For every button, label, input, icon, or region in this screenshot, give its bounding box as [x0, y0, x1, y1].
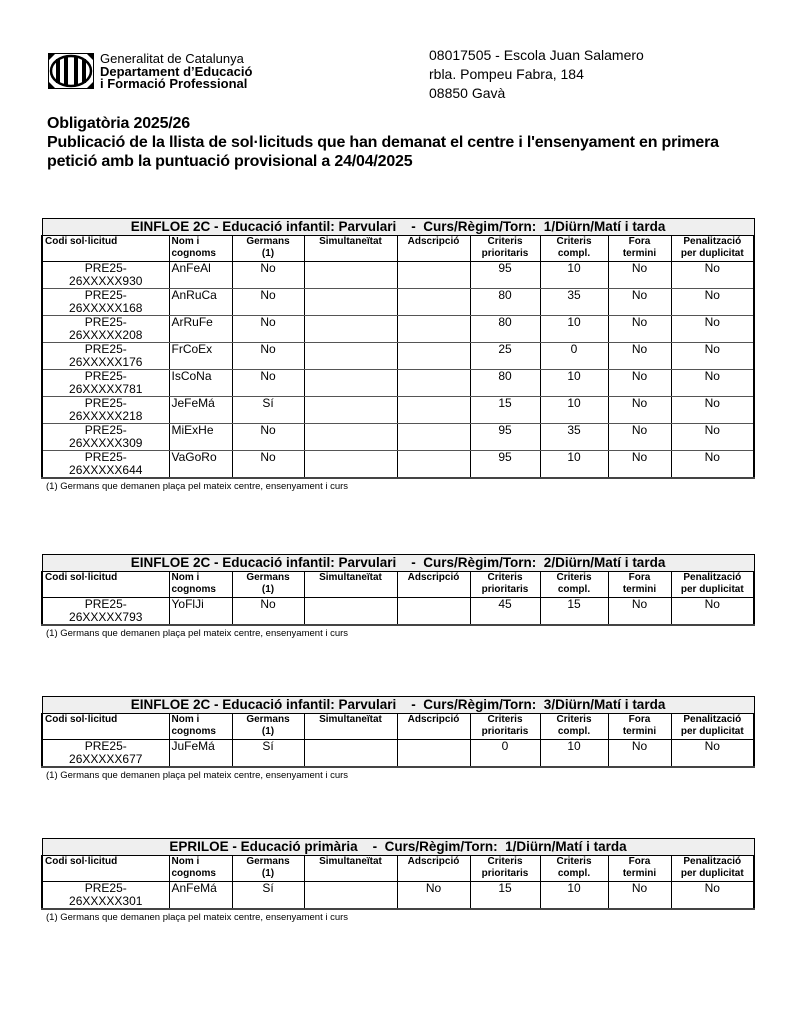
- cell-simultaneitat: [304, 343, 397, 370]
- col-compl: Criteris compl.: [540, 572, 608, 598]
- cell-name: YoFlJi: [169, 598, 232, 626]
- cell-compl: 10: [540, 451, 608, 479]
- cell-simultaneitat: [304, 451, 397, 479]
- cell-simultaneitat: [304, 598, 397, 626]
- col-prioritaris: Criteris prioritaris: [470, 856, 540, 882]
- cell-fora: No: [608, 289, 671, 316]
- footnote: (1) Germans que demanen plaça pel mateix centre, ensenyament i curs: [46, 481, 349, 492]
- cell-germans: No: [232, 598, 304, 626]
- cell-code: PRE25- 26XXXXX644: [42, 451, 169, 479]
- org-line-1: Generalitat de Catalunya: [100, 51, 244, 66]
- cell-adscripcio: [397, 598, 470, 626]
- cell-adscripcio: [397, 424, 470, 451]
- cell-adscripcio: [397, 289, 470, 316]
- applications-table: [41, 218, 755, 479]
- school-city: 08850 Gavà: [429, 85, 506, 101]
- cell-name: JeFeMá: [169, 397, 232, 424]
- cell-fora: No: [608, 882, 671, 910]
- cell-prioritaris: 0: [470, 740, 540, 768]
- org-line-3: i Formació Professional: [100, 76, 248, 91]
- cell-name: AnFeMá: [169, 882, 232, 910]
- col-adscripcio: Adscripció: [397, 572, 470, 598]
- col-fora: Fora termini: [608, 714, 671, 740]
- title-description: Publicació de la llista de sol·licituds que han demanat el centre i l'ensenyament en primera: [47, 134, 719, 151]
- cell-fora: No: [608, 343, 671, 370]
- col-codi: Codi sol·licitud: [42, 856, 169, 882]
- school-name: 08017505 - Escola Juan Salamero: [429, 47, 644, 63]
- cell-code: PRE25- 26XXXXX218: [42, 397, 169, 424]
- col-simultaneitat: Simultaneïtat: [304, 572, 397, 598]
- cell-adscripcio: [397, 262, 470, 289]
- cell-adscripcio: [397, 343, 470, 370]
- cell-compl: 15: [540, 598, 608, 626]
- cell-name: FrCoEx: [169, 343, 232, 370]
- cell-code: PRE25- 26XXXXX309: [42, 424, 169, 451]
- cell-penalitzacio: No: [671, 397, 754, 424]
- school-address: rbla. Pompeu Fabra, 184: [429, 66, 584, 82]
- footnote: (1) Germans que demanen plaça pel mateix centre, ensenyament i curs: [46, 770, 349, 781]
- cell-prioritaris: 45: [470, 598, 540, 626]
- table-row: [42, 289, 754, 316]
- cell-code: PRE25- 26XXXXX176: [42, 343, 169, 370]
- cell-prioritaris: 80: [470, 370, 540, 397]
- applications-table: [41, 696, 755, 768]
- col-compl: Criteris compl.: [540, 856, 608, 882]
- col-adscripcio: Adscripció: [397, 714, 470, 740]
- col-compl: Criteris compl.: [540, 714, 608, 740]
- cell-germans: No: [232, 316, 304, 343]
- col-germans: Germans (1): [232, 236, 304, 262]
- table-row: [42, 598, 754, 626]
- cell-name: AnRuCa: [169, 289, 232, 316]
- cell-prioritaris: 95: [470, 262, 540, 289]
- col-adscripcio: Adscripció: [397, 236, 470, 262]
- section-heading: EINFLOE 2C - Educació infantil: Parvulari - Curs/Règim/Torn: 1/Diürn/Matí i tarda: [42, 219, 754, 236]
- section-einfloe-3: [41, 696, 753, 781]
- cell-adscripcio: No: [397, 882, 470, 910]
- cell-germans: No: [232, 370, 304, 397]
- section-heading: EPRILOE - Educació primària - Curs/Règim/Torn: 1/Diürn/Matí i tarda: [42, 839, 754, 856]
- generalitat-emblem-icon: [48, 53, 94, 89]
- applications-table: [41, 838, 755, 910]
- cell-compl: 10: [540, 316, 608, 343]
- col-codi: Codi sol·licitud: [42, 236, 169, 262]
- cell-name: AnFeAl: [169, 262, 232, 289]
- col-prioritaris: Criteris prioritaris: [470, 236, 540, 262]
- applications-table: [41, 554, 755, 626]
- org-line-2: Departament d’Educació: [100, 63, 253, 79]
- cell-simultaneitat: [304, 882, 397, 910]
- cell-simultaneitat: [304, 262, 397, 289]
- title-description-cont: petició amb la puntuació provisional a 24/04/2025: [47, 153, 413, 170]
- cell-code: PRE25- 26XXXXX301: [42, 882, 169, 910]
- col-germans: Germans (1): [232, 714, 304, 740]
- cell-code: PRE25- 26XXXXX168: [42, 289, 169, 316]
- col-fora: Fora termini: [608, 236, 671, 262]
- cell-germans: Sí: [232, 397, 304, 424]
- cell-compl: 10: [540, 262, 608, 289]
- cell-code: PRE25- 26XXXXX930: [42, 262, 169, 289]
- cell-adscripcio: [397, 316, 470, 343]
- cell-compl: 10: [540, 740, 608, 768]
- cell-penalitzacio: No: [671, 424, 754, 451]
- cell-penalitzacio: No: [671, 370, 754, 397]
- cell-prioritaris: 15: [470, 882, 540, 910]
- cell-germans: No: [232, 262, 304, 289]
- cell-penalitzacio: No: [671, 451, 754, 479]
- cell-germans: Sí: [232, 882, 304, 910]
- cell-germans: No: [232, 424, 304, 451]
- cell-name: IsCoNa: [169, 370, 232, 397]
- col-simultaneitat: Simultaneïtat: [304, 714, 397, 740]
- cell-fora: No: [608, 370, 671, 397]
- table-row: [42, 316, 754, 343]
- col-simultaneitat: Simultaneïtat: [304, 856, 397, 882]
- col-adscripcio: Adscripció: [397, 856, 470, 882]
- cell-penalitzacio: No: [671, 316, 754, 343]
- cell-prioritaris: 80: [470, 289, 540, 316]
- section-heading: EINFLOE 2C - Educació infantil: Parvulari - Curs/Règim/Torn: 2/Diürn/Matí i tarda: [42, 555, 754, 572]
- col-germans: Germans (1): [232, 856, 304, 882]
- table-row: [42, 451, 754, 479]
- cell-prioritaris: 80: [470, 316, 540, 343]
- col-fora: Fora termini: [608, 856, 671, 882]
- cell-simultaneitat: [304, 740, 397, 768]
- col-compl: Criteris compl.: [540, 236, 608, 262]
- cell-penalitzacio: No: [671, 740, 754, 768]
- cell-fora: No: [608, 598, 671, 626]
- cell-compl: 0: [540, 343, 608, 370]
- table-row: [42, 740, 754, 768]
- col-codi: Codi sol·licitud: [42, 714, 169, 740]
- section-einfloe-2: [41, 554, 753, 639]
- col-nom: Nom i cognoms: [169, 572, 232, 598]
- col-nom: Nom i cognoms: [169, 856, 232, 882]
- organization-name: [100, 53, 252, 91]
- cell-prioritaris: 25: [470, 343, 540, 370]
- cell-fora: No: [608, 262, 671, 289]
- cell-prioritaris: 95: [470, 424, 540, 451]
- cell-simultaneitat: [304, 289, 397, 316]
- table-row: [42, 370, 754, 397]
- cell-prioritaris: 15: [470, 397, 540, 424]
- cell-fora: No: [608, 316, 671, 343]
- col-germans: Germans (1): [232, 572, 304, 598]
- col-penalitzacio: Penalització per duplicitat: [671, 856, 754, 882]
- table-row: [42, 343, 754, 370]
- cell-adscripcio: [397, 397, 470, 424]
- cell-adscripcio: [397, 451, 470, 479]
- cell-prioritaris: 95: [470, 451, 540, 479]
- cell-name: ArRuFe: [169, 316, 232, 343]
- cell-fora: No: [608, 397, 671, 424]
- cell-germans: No: [232, 451, 304, 479]
- col-penalitzacio: Penalització per duplicitat: [671, 236, 754, 262]
- col-prioritaris: Criteris prioritaris: [470, 714, 540, 740]
- cell-compl: 10: [540, 370, 608, 397]
- cell-adscripcio: [397, 370, 470, 397]
- section-epriloe-1: [41, 838, 753, 923]
- cell-name: MiExHe: [169, 424, 232, 451]
- table-row: [42, 262, 754, 289]
- cell-simultaneitat: [304, 316, 397, 343]
- table-row: [42, 424, 754, 451]
- col-simultaneitat: Simultaneïtat: [304, 236, 397, 262]
- table-row: [42, 882, 754, 910]
- school-info: [429, 46, 644, 103]
- cell-penalitzacio: No: [671, 262, 754, 289]
- col-nom: Nom i cognoms: [169, 236, 232, 262]
- footnote: (1) Germans que demanen plaça pel mateix centre, ensenyament i curs: [46, 628, 349, 639]
- cell-adscripcio: [397, 740, 470, 768]
- col-prioritaris: Criteris prioritaris: [470, 572, 540, 598]
- cell-penalitzacio: No: [671, 598, 754, 626]
- cell-compl: 35: [540, 424, 608, 451]
- col-nom: Nom i cognoms: [169, 714, 232, 740]
- cell-fora: No: [608, 451, 671, 479]
- cell-penalitzacio: No: [671, 289, 754, 316]
- col-penalitzacio: Penalització per duplicitat: [671, 572, 754, 598]
- cell-simultaneitat: [304, 424, 397, 451]
- cell-germans: No: [232, 289, 304, 316]
- col-penalitzacio: Penalització per duplicitat: [671, 714, 754, 740]
- cell-simultaneitat: [304, 397, 397, 424]
- cell-germans: Sí: [232, 740, 304, 768]
- cell-code: PRE25- 26XXXXX208: [42, 316, 169, 343]
- cell-penalitzacio: No: [671, 882, 754, 910]
- cell-code: PRE25- 26XXXXX793: [42, 598, 169, 626]
- cell-simultaneitat: [304, 370, 397, 397]
- footnote: (1) Germans que demanen plaça pel mateix centre, ensenyament i curs: [46, 912, 349, 923]
- cell-compl: 10: [540, 397, 608, 424]
- cell-penalitzacio: No: [671, 343, 754, 370]
- col-codi: Codi sol·licitud: [42, 572, 169, 598]
- cell-fora: No: [608, 424, 671, 451]
- cell-code: PRE25- 26XXXXX781: [42, 370, 169, 397]
- cell-code: PRE25- 26XXXXX677: [42, 740, 169, 768]
- section-einfloe-1: [41, 218, 753, 492]
- cell-germans: No: [232, 343, 304, 370]
- table-row: [42, 397, 754, 424]
- title-year: Obligatòria 2025/26: [47, 115, 190, 132]
- cell-name: JuFeMá: [169, 740, 232, 768]
- cell-compl: 35: [540, 289, 608, 316]
- cell-name: VaGoRo: [169, 451, 232, 479]
- col-fora: Fora termini: [608, 572, 671, 598]
- cell-fora: No: [608, 740, 671, 768]
- page-title: [47, 114, 767, 171]
- cell-compl: 10: [540, 882, 608, 910]
- section-heading: EINFLOE 2C - Educació infantil: Parvulari - Curs/Règim/Torn: 3/Diürn/Matí i tarda: [42, 697, 754, 714]
